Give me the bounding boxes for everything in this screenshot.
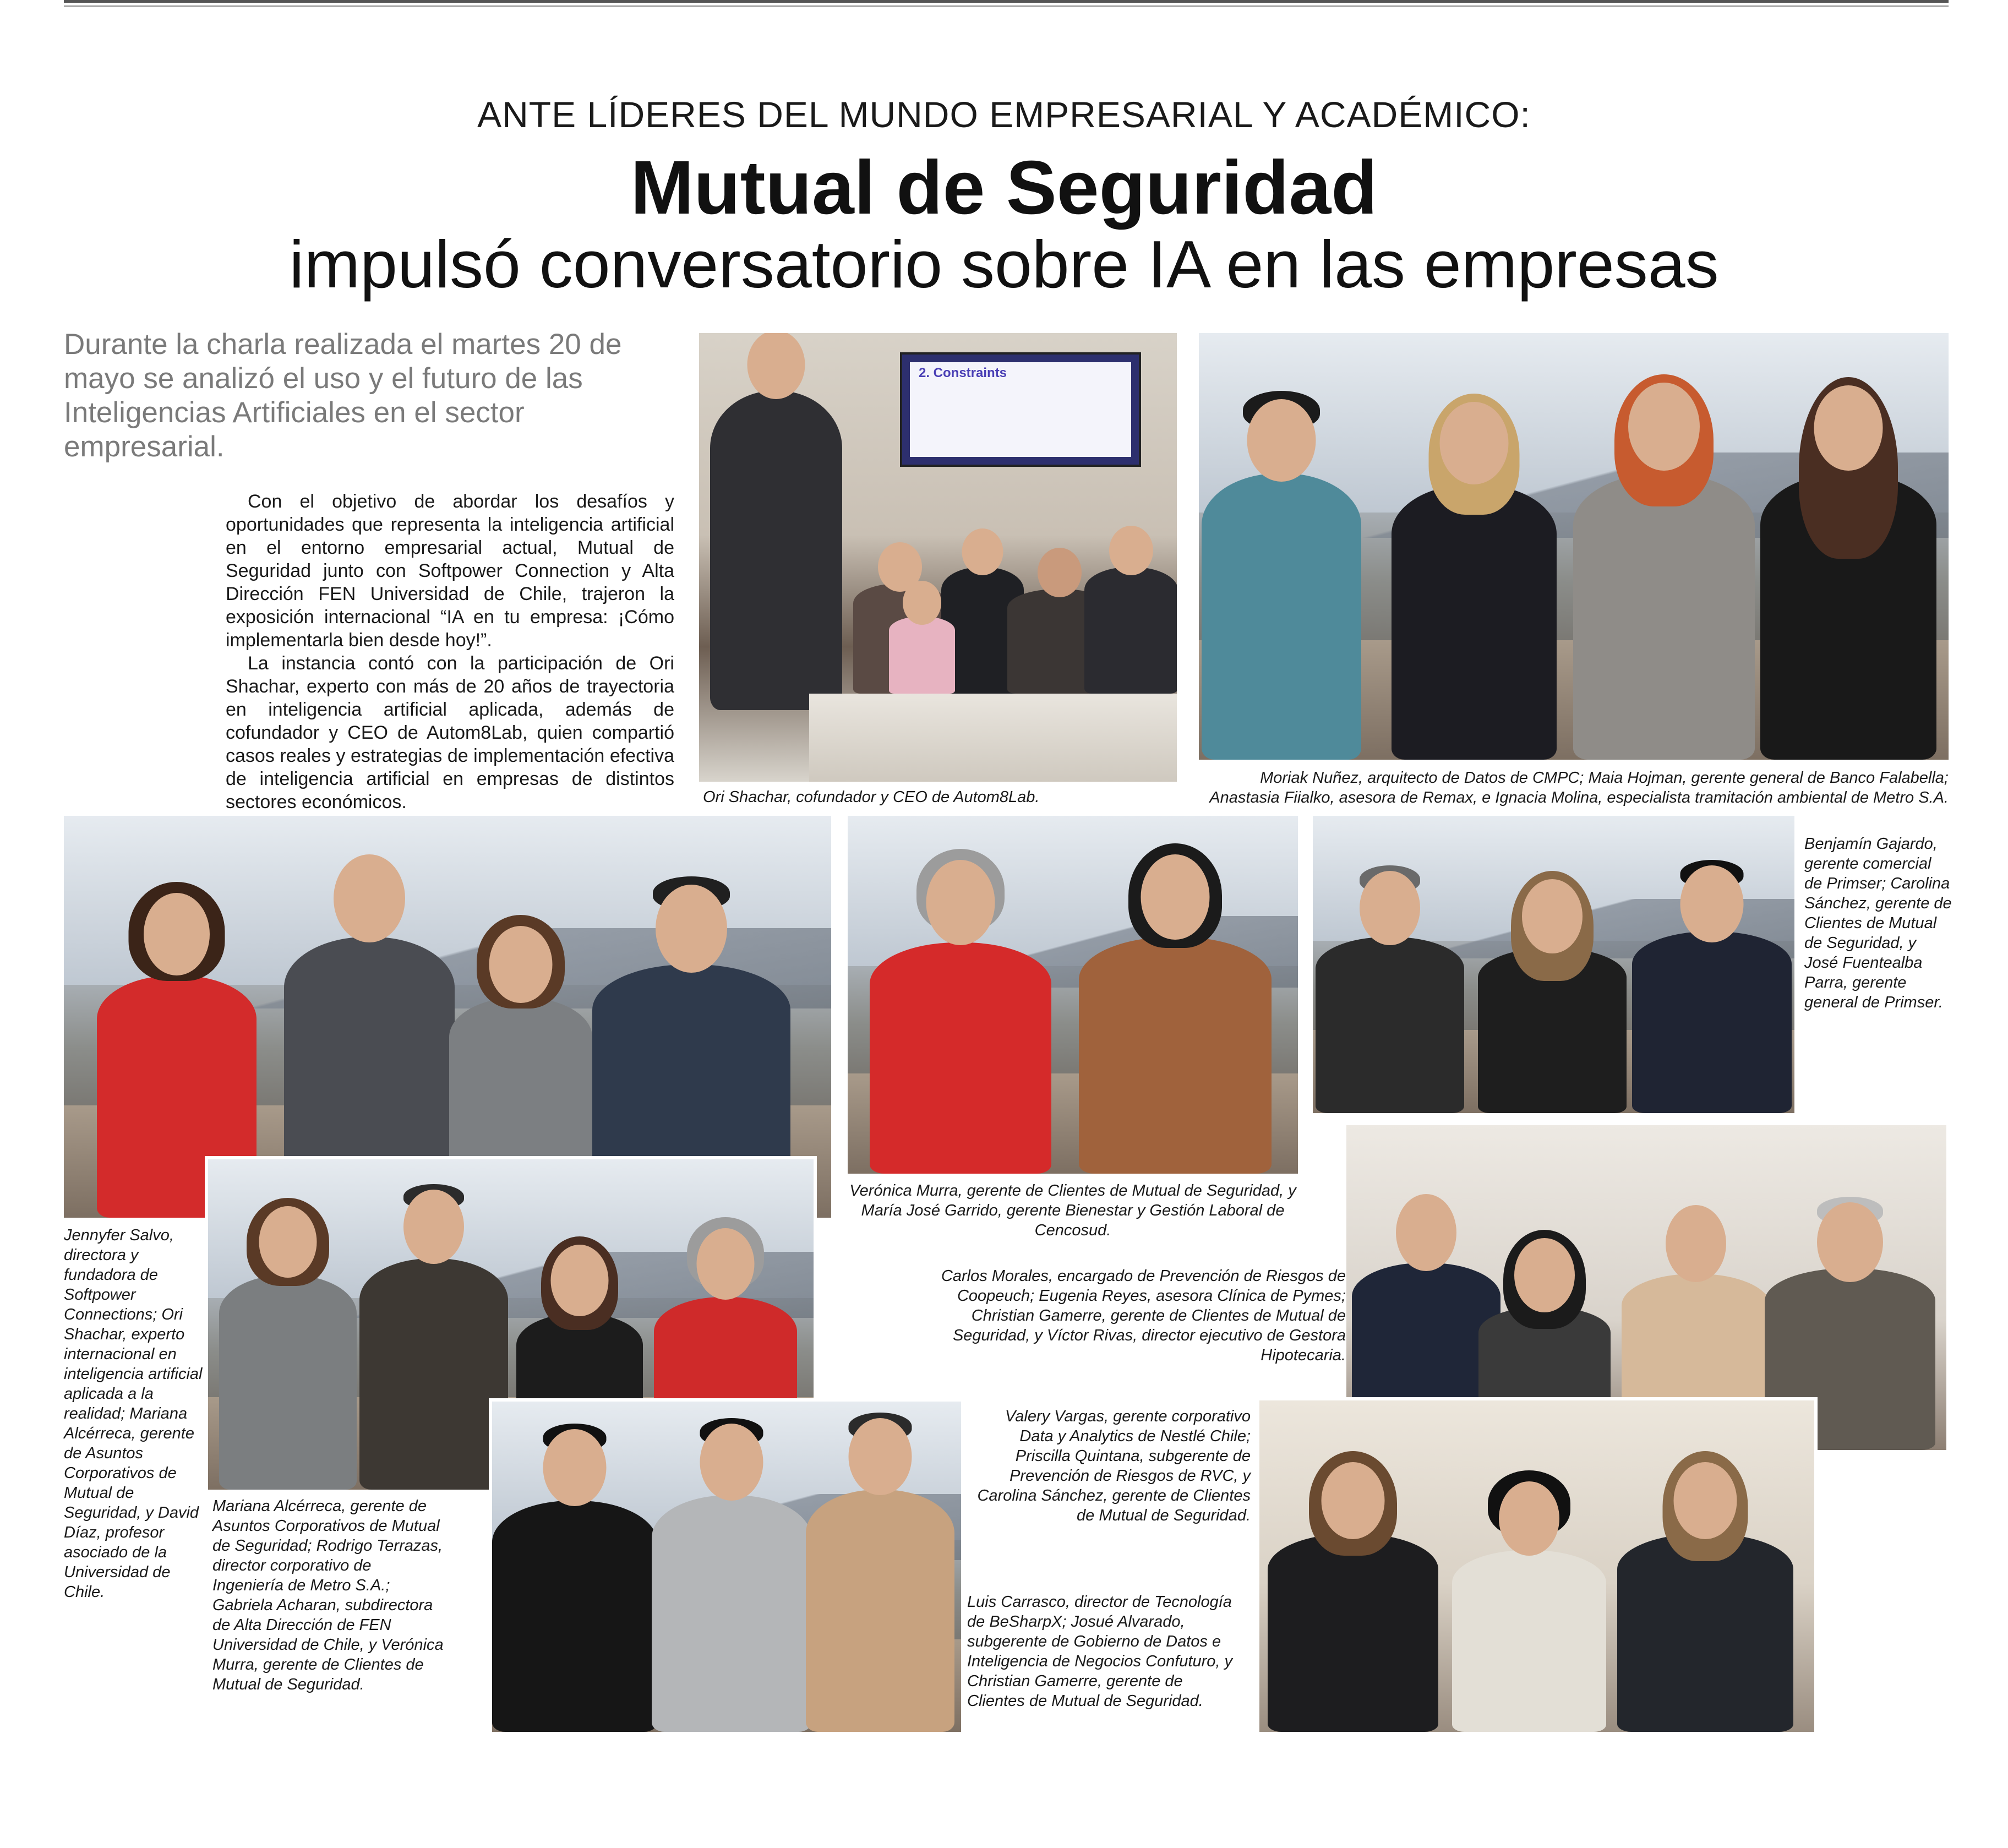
person-figure: [870, 942, 1051, 1174]
person-figure: [1268, 1534, 1438, 1732]
presentation-screen: [900, 352, 1141, 467]
paragraph: Con el objetivo de abordar los desafíos y oportunidades que representa la inteligencia artificial en el entorno empresarial actual, Mutual de Seguridad junto con Softpower Connection y Alta Dirección FEN Universidad de Chile, trajeron la exposición internacional “IA en tu empresa: ¡Cómo implementarla bien desde hoy!”.: [226, 491, 674, 651]
person-figure: [219, 1275, 357, 1490]
person-figure: [1392, 484, 1557, 760]
caption-group-four-top: Moriak Nuñez, arquitecto de Datos de CMPC; Maia Hojman, gerente general de Banco Falabella; Anastasia Fiialko, asesora de Remax, e Ignacia Molina, especialista tramitación ambiental de Metro S.A.: [1209, 769, 1949, 806]
photo-group-valery: [1256, 1397, 1818, 1735]
caption-group-veronica: Verónica Murra, gerente de Clientes de Mutual de Seguridad, y María José Garrido, gerente Bienestar y Gestión Laboral de Cencosud.: [849, 1182, 1296, 1239]
person-figure: [1760, 473, 1936, 760]
person-figure: [1478, 948, 1627, 1113]
person-figure: [652, 1495, 811, 1732]
audience-figure: [889, 617, 955, 694]
person-figure: [1079, 937, 1272, 1174]
photo-group-benjamin: [1313, 816, 1794, 1113]
person-figure: [1452, 1550, 1606, 1732]
caption-group-carlos: Carlos Morales, encargado de Prevención de Riesgos de Coopeuch; Eugenia Reyes, asesora Clínica de Pymes; Christian Gamerre, gerente de Clientes de Mutual de Seguridad, y Víctor Rivas, director ejecutivo de Gestora Hipotecaria.: [941, 1267, 1346, 1364]
top-rule-thin: [64, 6, 1949, 7]
caption-group-jennyfer: Jennyfer Salvo, directora y fundadora de Softpower Connections; Ori Shachar, experto internacional en inteligencia artificial aplicada a la realidad; Mariana Alcérreca, gerente de Asuntos Corporativos de Mutual de Seguridad, y David Díaz, profesor asociado de la Universidad de Chile.: [64, 1226, 203, 1601]
deck: Durante la charla realizada el martes 20 de mayo se analizó el uso y el futuro de las Inteligencias Artificiales en el sector empresarial.: [64, 328, 622, 463]
caption-group-luis: Luis Carrasco, director de Tecnología de BeSharpX; Josué Alvarado, subgerente de Gobierno de Datos e Inteligencia de Negocios Confuturo, y Christian Gamerre, gerente de Clientes de Mutual de Seguridad.: [967, 1593, 1233, 1710]
caption-group-valery: Valery Vargas, gerente corporativo Data y Analytics de Nestlé Chile; Priscilla Quintana, subgerente de Prevención de Riesgos de RVC, y Carolina Sánchez, gerente de Clientes de Mutual de Seguridad.: [977, 1408, 1251, 1524]
person-figure: [492, 1501, 657, 1732]
desk: [809, 694, 1177, 782]
caption-speaker: Ori Shachar, cofundador y CEO de Autom8Lab.: [703, 788, 1040, 806]
person-figure: [359, 1258, 508, 1490]
headline: Mutual de Seguridad: [630, 145, 1378, 230]
caption-group-benjamin: Benjamín Gajardo, gerente comercial de Primser; Carolina Sánchez, gerente de Clientes de Mutual de Seguridad, y José Fuentealba Parra, gerente general de Primser.: [1804, 835, 1952, 1011]
kicker: ANTE LÍDERES DEL MUNDO EMPRESARIAL Y ACADÉMICO:: [477, 94, 1531, 135]
person-figure: [1316, 937, 1464, 1113]
person-figure: [806, 1490, 954, 1732]
audience-figure: [1084, 567, 1177, 694]
photo-group-luis: [489, 1398, 964, 1735]
person-figure: [1617, 1534, 1793, 1732]
person-figure: [1573, 473, 1755, 760]
photo-speaker: [699, 333, 1177, 782]
top-rule: [64, 0, 1949, 3]
person-figure: [1202, 473, 1361, 760]
slide-title: 2. Constraints: [919, 366, 1007, 380]
caption-group-mariana: Mariana Alcérreca, gerente de Asuntos Corporativos de Mutual de Seguridad; Rodrigo Terrazas, director corporativo de Ingeniería de Metro S.A.; Gabriela Acharan, subdirectora de Alta Dirección de FEN Universidad de Chile, y Verónica Murra, gerente de Clientes de Mutual de Seguridad.: [212, 1497, 444, 1693]
subheadline: impulsó conversatorio sobre IA en las empresas: [289, 227, 1719, 302]
speaker-figure: [710, 391, 842, 710]
photo-group-veronica: [848, 816, 1298, 1174]
article-body: [226, 490, 674, 814]
photo-group-four-top: [1199, 333, 1949, 760]
paragraph: La instancia contó con la participación de Ori Shachar, experto con más de 20 años de trayectoria en inteligencia artificial aplicada, además de cofundador y CEO de Autom8Lab, quien compartió casos reales y estrategias de implementación efectiva de inteligencia artificial en empresas de distintos sectores económicos.: [226, 653, 674, 813]
person-figure: [1632, 931, 1792, 1113]
